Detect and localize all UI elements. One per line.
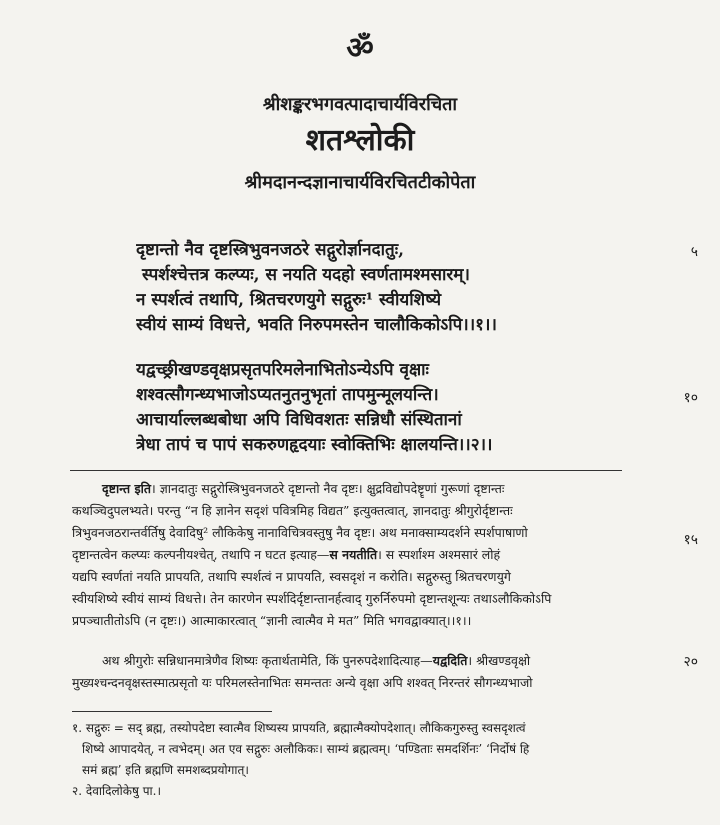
commentary-line: त्रिभुवनजठरान्तर्वर्तिषु देवादिषु² लौकिकेषु नानाविचित्रवस्तुषु नैव दृष्टः। अथ मनाक्साम्यदर्शने स्पर्शपाषाणो xyxy=(72,525,528,540)
commentary-verse-2 xyxy=(72,650,622,694)
page-title: शतश्लोकी xyxy=(305,123,415,158)
line-number: ५ xyxy=(690,244,698,260)
commentary-line: अथ श्रीगुरोः सन्निधानमात्रेणैव शिष्यः कृतार्थतामेति, किं पुनरुपदेशादित्याह—यद्वदिति। श्रीखण्डवृक्षो xyxy=(102,653,531,668)
commentary-line: कथञ्चिदुपलभ्यते। परन्तु “न हि ज्ञानेन सदृशं पवित्रमिह विद्यत” इत्युक्तत्वात्, ज्ञानदातुः श्रीगुरोर्दृष्टान्तः xyxy=(72,503,513,518)
subtitle-line: श्रीमदानन्दज्ञानाचार्यविरचितटीकोपेता xyxy=(244,172,476,193)
om-symbol: ॐ xyxy=(346,31,374,66)
commentary-line: मुख्यश्चन्दनवृक्षस्तस्मात्प्रसृतो यः परिमलस्तेनाभितः समन्ततः अन्ये वृक्षा अपि शश्वत् निरन्तरं सौगन्ध्यभाजो xyxy=(72,675,533,690)
commentary-lemma: यद्वदिति xyxy=(432,653,468,668)
line-number: १५ xyxy=(683,532,698,548)
verse-line: यद्वच्छ्रीखण्डवृक्षप्रसृतपरिमलेनाभितोऽन्येऽपि वृक्षाः xyxy=(136,360,429,380)
footnotes xyxy=(72,718,622,802)
commentary-line: प्रपञ्चातीतोऽपि (न दृष्टः।) आत्माकारत्वात् “ज्ञानी त्वात्मैव मे मत” मिति भगवद्वाक्यात्।।१।। xyxy=(72,613,472,628)
footnote-line: शिष्ये आपादयेत्, न त्वभेदम्। अत एव सद्गुरुः अलौकिकः। साम्यं ब्रह्मत्वम्। ‘पण्डिताः समदर्शिनः’ ‘निर्दोषं हि xyxy=(82,742,530,756)
section-divider xyxy=(70,470,622,471)
line-number: १० xyxy=(683,390,698,406)
commentary-line: यद्यपि स्वर्णतां नयति प्रापयति, तथापि स्पर्शत्वं न प्रापयति, स्वसदृशं न करोति। सद्गुरुस्तु श्रितचरणयुगे xyxy=(72,569,511,584)
verse-1 xyxy=(136,238,646,338)
verse-line: दृष्टान्तो नैव दृष्टस्त्रिभुवनजठरे सद्गुरोर्ज्ञानदातुः, xyxy=(136,240,405,260)
verse-2 xyxy=(136,358,646,458)
footnote-line: समं ब्रह्म’ इति ब्रह्मणि समशब्दप्रयोगात्। xyxy=(82,763,249,777)
footnote-line: २. देवादिलोकेषु पा.। xyxy=(72,784,161,798)
commentary-line: स्वीयशिष्ये स्वीयं साम्यं विधत्ते। तेन कारणेन स्पर्शदिर्दृष्टान्तानर्हत्वाद् गुरुर्निरुपमो दृष्टान्तशून्यः तथाऽलौकिकोऽपि xyxy=(72,591,552,606)
commentary-line: दृष्टान्त इति। ज्ञानदातुः सद्गुरोस्त्रिभुवनजठरे दृष्टान्तो नैव दृष्टः। क्षुद्रविद्योपदेष्टॄणां गुरूणां दृष्टान्तः xyxy=(102,481,505,496)
attribution-line: श्रीशङ्करभगवत्पादाचार्यविरचिता xyxy=(262,94,458,115)
line-number: २० xyxy=(683,654,698,670)
commentary-verse-1 xyxy=(72,478,622,632)
verse-line: न स्पर्शत्वं तथापि, श्रितचरणयुगे सद्गुरुः¹ स्वीयशिष्ये xyxy=(136,290,442,310)
commentary-line: दृष्टान्तत्वेन कल्प्यः कल्पनीयश्चेत्, तथापि न घटत इत्याह—स नयतीति। स स्पर्शाश्म अश्मसारं लोहं xyxy=(72,547,501,562)
verse-line: स्वीयं साम्यं विधत्ते, भवति निरुपमस्तेन चालौकिकोऽपि।।१।। xyxy=(136,315,497,335)
commentary-lemma: स नयतीति xyxy=(329,547,378,562)
verse-line: आचार्याल्लब्धबोधा अपि विधिवशतः सन्निधौ संस्थितानां xyxy=(136,410,462,430)
commentary-lemma: दृष्टान्त इति xyxy=(102,481,152,496)
footnote-divider xyxy=(72,711,272,712)
verse-line: स्पर्शश्चेत्तत्र कल्प्यः, स नयति यदहो स्वर्णतामश्मसारम्। xyxy=(142,265,470,285)
verse-line: त्रेधा तापं च पापं सकरुणहृदयाः स्वोक्तिभिः क्षालयन्ति।।२।। xyxy=(136,435,493,455)
verse-line: शश्वत्सौगन्ध्यभाजोऽप्यतनुतनुभृतां तापमुन्मूलयन्ति। xyxy=(136,385,439,405)
footnote-line: १. सद्गुरुः = सद् ब्रह्म, तस्योपदेष्टा स्वात्मैव शिष्यस्य प्रापयति, ब्रह्मात्मैक्योपदेशात्। लौकिकगुरुस्तु स्वसदृशत्वं xyxy=(72,721,526,735)
